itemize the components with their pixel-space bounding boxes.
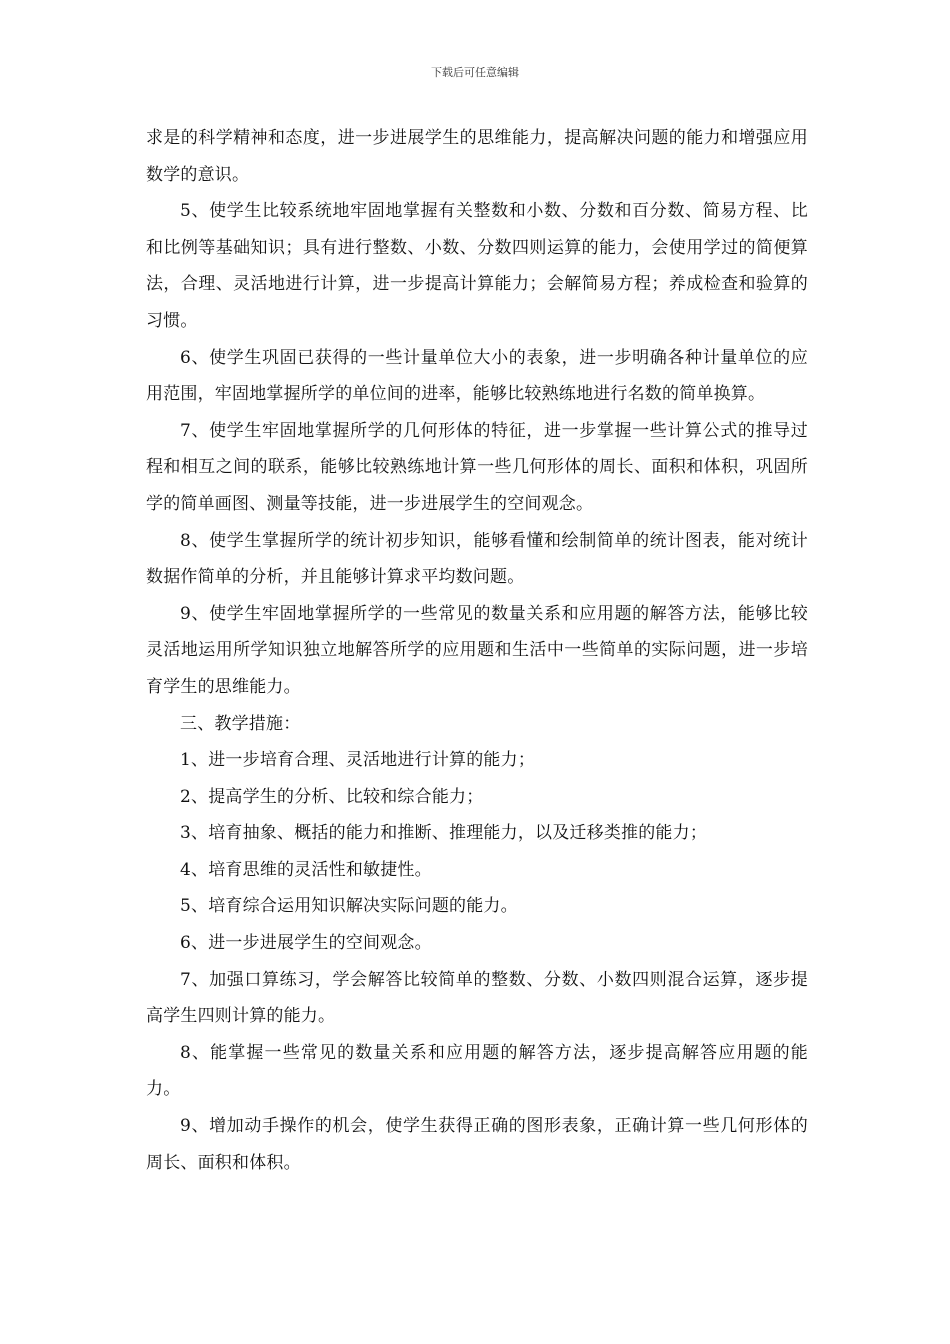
paragraph-goal-5: 5、使学生比较系统地牢固地掌握有关整数和小数、分数和百分数、简易方程、比和比例等基础知识；具有进行整数、小数、分数四则运算的能力，会使用学过的简便算法，合理、灵活地进行计算，进一步提高计算能力；会解简易方程；养成检查和验算的习惯。 — [146, 201, 808, 331]
page-header: 下载后可任意编辑 — [431, 66, 519, 79]
measure-item-6: 6、进一步进展学生的空间观念。 — [180, 933, 432, 954]
paragraph-goal-7: 7、使学生牢固地掌握所学的几何形体的特征，进一步掌握一些计算公式的推导过程和相互之间的联系，能够比较熟练地计算一些几何形体的周长、面积和体积，巩固所学的简单画图、测量等技能，进一步进展学生的空间观念。 — [146, 420, 808, 514]
measure-item-3: 3、培育抽象、概括的能力和推断、推理能力，以及迁移类推的能力； — [180, 823, 708, 844]
paragraph-goal-8: 8、使学生掌握所学的统计初步知识，能够看懂和绘制简单的统计图表，能对统计数据作简单的分析，并且能够计算求平均数问题。 — [146, 530, 808, 588]
measure-item-2: 2、提高学生的分析、比较和综合能力； — [180, 786, 484, 807]
measure-item-5: 5、培育综合运用知识解决实际问题的能力。 — [180, 896, 518, 917]
paragraph-continuation: 求是的科学精神和态度，进一步进展学生的思维能力，提高解决问题的能力和增强应用数学的意识。 — [146, 128, 808, 185]
measure-item-4: 4、培育思维的灵活性和敏捷性。 — [180, 859, 432, 880]
measure-item-9: 9、增加动手操作的机会，使学生获得正确的图形表象，正确计算一些几何形体的周长、面积和体积。 — [146, 1116, 808, 1173]
measure-item-7: 7、加强口算练习，学会解答比较简单的整数、分数、小数四则混合运算，逐步提高学生四则计算的能力。 — [146, 969, 808, 1027]
document-body — [146, 120, 808, 1181]
paragraph-goal-6: 6、使学生巩固已获得的一些计量单位大小的表象，进一步明确各种计量单位的应用范围，牢固地掌握所学的单位间的进率，能够比较熟练地进行名数的简单换算。 — [146, 347, 808, 405]
measure-item-8: 8、能掌握一些常见的数量关系和应用题的解答方法，逐步提高解答应用题的能力。 — [146, 1042, 808, 1100]
measure-item-1: 1、进一步培育合理、灵活地进行计算的能力； — [180, 750, 536, 771]
section-heading-measures: 三、教学措施： — [180, 713, 301, 734]
paragraph-goal-9: 9、使学生牢固地掌握所学的一些常见的数量关系和应用题的解答方法，能够比较灵活地运用所学知识独立地解答所学的应用题和生活中一些简单的实际问题，进一步培育学生的思维能力。 — [146, 603, 808, 697]
